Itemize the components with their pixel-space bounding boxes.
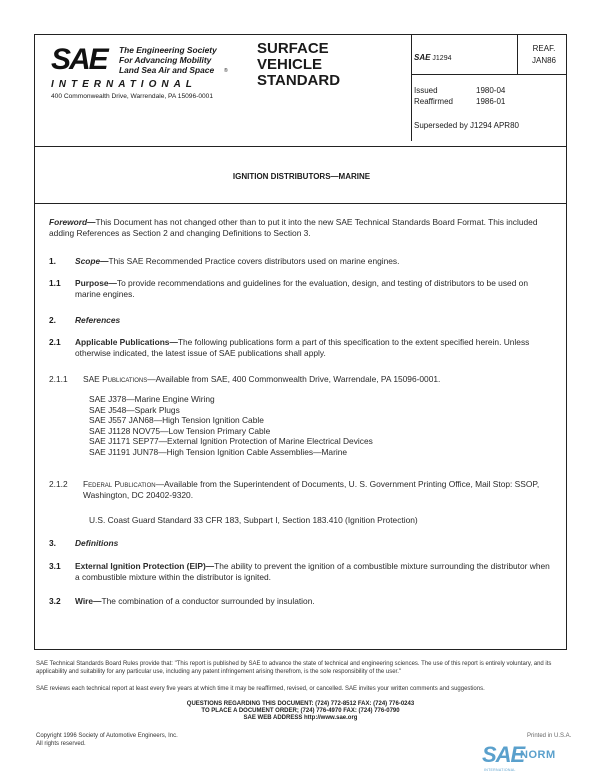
issued-value: 1980-04 <box>476 86 506 95</box>
registered-mark: ® <box>224 68 228 74</box>
review-notice: SAE reviews each technical report at least every five years at which time it may be reaffirmed, revised, or cancelled. SAE invites your written comments and suggestions. <box>36 686 485 692</box>
doc-prefix: SAE <box>414 53 431 62</box>
stamp-small-text: INTERNATIONAL <box>484 768 516 772</box>
printed-in-note: Printed in U.S.A. <box>527 733 572 739</box>
wire-text: The combination of a conductor surrounded by insulation. <box>101 596 315 606</box>
header-left-panel <box>35 35 411 141</box>
sae-publications-list <box>89 394 549 457</box>
issued-row <box>414 85 554 96</box>
section-number: 2.1 <box>49 337 61 347</box>
header-right-panel <box>412 35 567 141</box>
copyright-notice <box>36 733 178 748</box>
list-item: SAE J1171 SEP77—External Ignition Protection of Marine Electrical Devices <box>89 436 373 446</box>
doc-number-value: J1294 <box>432 55 452 62</box>
foreword-label: Foreword— <box>49 217 96 227</box>
issue-dates <box>414 85 554 107</box>
policy-notice: SAE Technical Standards Board Rules provide that: "This report is published by SAE to advance the state of technical and engineering sciences. The use of this report is entirely voluntary, and its applicability and suitability for any particular use, including any patent infringement arising therefrom, is the sole responsibility of the user." <box>36 661 552 675</box>
document-header <box>34 34 567 147</box>
web-address-line: SAE WEB ADDRESS http://www.sae.org <box>243 715 358 722</box>
foreword-paragraph <box>49 217 549 238</box>
foreword-text: This Document has not changed other than to put it into the new SAE Technical Standards Board Format. This included adding References as Section 2 and changing Definitions to Section 3. <box>49 217 538 238</box>
wire-label: Wire— <box>75 596 102 606</box>
order-line: TO PLACE A DOCUMENT ORDER; (724) 776-4970 FAX: (724) 776-0790 <box>201 708 400 715</box>
stamp-norm-text: NORM <box>520 749 556 761</box>
scope-text: This SAE Recommended Practice covers distributors used on marine engines. <box>108 256 400 266</box>
document-body <box>34 203 567 650</box>
sae-norm-stamp <box>482 740 600 776</box>
tagline-line: The Engineering Society <box>119 45 217 55</box>
status-line: REAF. <box>532 44 556 53</box>
section-number: 2.1.1 <box>49 374 68 384</box>
contact-info <box>34 701 567 723</box>
questions-line: QUESTIONS REGARDING THIS DOCUMENT: (724) 772-8512 FAX: (724) 776-0243 <box>186 701 415 707</box>
reaffirmed-label: Reaffirmed <box>414 97 453 106</box>
list-item: SAE J557 JAN68—High Tension Ignition Cable <box>89 415 264 425</box>
section-number: 1.1 <box>49 278 61 288</box>
section-number: 3.2 <box>49 596 61 606</box>
society-tagline <box>119 45 259 75</box>
wire-definition <box>75 596 551 607</box>
sae-publications-text: Available from SAE, 400 Commonwealth Drive, Warrendale, PA 15096-0001. <box>155 374 441 384</box>
scope-paragraph <box>75 256 550 267</box>
section-number: 3.1 <box>49 561 61 571</box>
federal-publication-label: Federal Publication— <box>83 479 164 489</box>
list-item: SAE J378—Marine Engine Wiring <box>89 394 215 404</box>
standard-type-title <box>257 41 407 89</box>
sae-address: 400 Commonwealth Drive, Warrendale, PA 15096-0001 <box>51 93 213 100</box>
coast-guard-reference: U.S. Coast Guard Standard 33 CFR 183, Subpart I, Section 183.410 (Ignition Protection) <box>89 515 418 525</box>
status-divider <box>517 35 518 75</box>
tagline-line: Land Sea Air and Space <box>119 65 215 75</box>
eip-definition <box>75 561 551 582</box>
scope-label: Scope— <box>75 256 109 266</box>
eip-label: External Ignition Protection (EIP)— <box>75 561 215 571</box>
tagline-line: For Advancing Mobility <box>119 55 212 65</box>
applicable-publications-label: Applicable Publications— <box>75 337 178 347</box>
section-number: 1. <box>49 256 56 266</box>
reaffirmed-value: 1986-01 <box>476 97 506 106</box>
section-number: 2.1.2 <box>49 479 68 489</box>
sae-publications-label: SAE Publications— <box>83 374 156 384</box>
purpose-paragraph <box>75 278 551 299</box>
applicable-publications-text: The following publications form a part of this specification to the extent specified herein. Unless otherwise indicated, the latest issue of SAE publications shall apply. <box>75 337 530 358</box>
document-number-row <box>412 35 567 75</box>
section-number: 3. <box>49 538 56 548</box>
document-title-box <box>34 146 567 204</box>
eip-text: The ability to prevent the ignition of a combustible mixture surrounding the distributor when a combustible mixture within the distributor is ignited. <box>75 561 550 582</box>
copyright-line: All rights reserved. <box>36 740 86 747</box>
sae-logo: SAE <box>51 43 107 76</box>
references-heading: References <box>75 315 121 325</box>
federal-publication-paragraph <box>83 479 551 500</box>
standard-title-line: SURFACE <box>257 40 329 57</box>
issued-label: Issued <box>414 86 438 95</box>
list-item: SAE J1191 JUN78—High Tension Ignition Cable Assemblies—Marine <box>89 446 348 457</box>
purpose-text: To provide recommendations and guidelines for the evaluation, design, and testing of distributors to be used on marine engines. <box>75 278 528 299</box>
copyright-line: Copyright 1996 Society of Automotive Engineers, Inc. <box>36 733 178 739</box>
applicable-publications-paragraph <box>75 337 551 358</box>
standard-title-line: VEHICLE <box>257 56 323 73</box>
federal-publication-text: Available from the Superintendent of Documents, U. S. Government Printing Office, Mail Stop: SSOP, Washington, DC 20402-9320. <box>83 479 540 500</box>
stamp-sae-text: SAE <box>482 742 525 767</box>
definitions-heading: Definitions <box>75 538 119 548</box>
international-wordmark: INTERNATIONAL <box>51 79 197 90</box>
document-title: IGNITION DISTRIBUTORS—MARINE <box>232 172 371 181</box>
section-number: 2. <box>49 315 56 325</box>
list-item: SAE J548—Spark Plugs <box>89 404 180 415</box>
status-box <box>524 43 564 67</box>
purpose-label: Purpose— <box>75 278 117 288</box>
status-line: JAN86 <box>531 56 556 65</box>
superseded-note: Superseded by J1294 APR80 <box>414 121 519 130</box>
standard-title-line: STANDARD <box>257 72 341 89</box>
list-item: SAE J1128 NOV75—Low Tension Primary Cable <box>89 425 271 436</box>
document-number <box>414 53 451 62</box>
sae-publications-paragraph <box>83 374 553 385</box>
reaffirmed-row <box>414 96 554 107</box>
